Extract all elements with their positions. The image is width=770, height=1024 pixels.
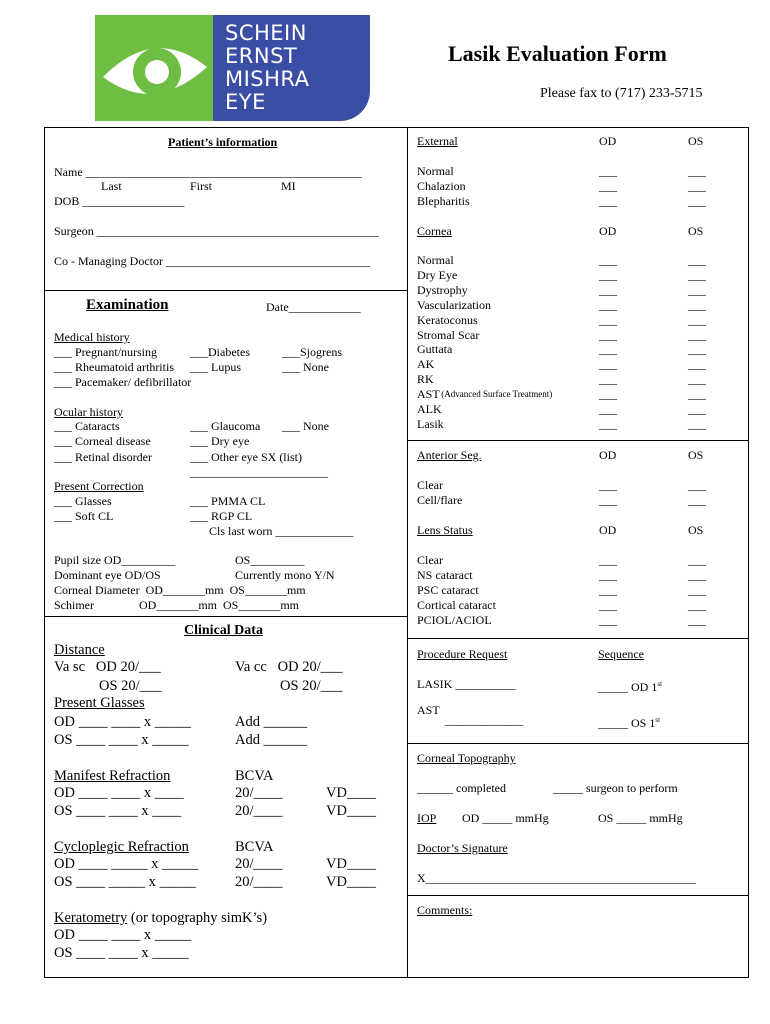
bcva-heading: BCVA	[235, 839, 274, 855]
manifest-bcva-od[interactable]: 20/____	[235, 785, 283, 801]
blank-od-field[interactable]: ___	[599, 416, 617, 431]
blank-od-field[interactable]: ___	[599, 327, 617, 342]
medical-history-heading: Medical history	[54, 330, 130, 344]
manifest-refraction-heading: Manifest Refraction	[54, 768, 171, 784]
va-sc-os[interactable]: OS 20/___	[99, 678, 162, 694]
glasses-add-os[interactable]: Add ______	[235, 732, 308, 748]
manifest-od[interactable]: OD ____ ____ x ____	[54, 785, 184, 801]
schimer-field[interactable]: Schimer OD_______mm OS_______mm	[54, 598, 299, 612]
doctor-signature-heading: Doctor’s Signature	[417, 841, 508, 855]
check-glasses[interactable]: ___ Glasses	[54, 494, 112, 508]
ocular-history-heading: Ocular history	[54, 405, 123, 419]
signature-line[interactable]: X_____________________________________________	[417, 871, 696, 885]
blank-od-field[interactable]: ___	[599, 267, 617, 282]
procedure-request-heading: Procedure Request	[417, 647, 508, 661]
exam-item-label: Chalazion	[417, 179, 466, 193]
keratometry-od[interactable]: OD ____ ____ x _____	[54, 927, 191, 943]
blank-os-field[interactable]: ___	[688, 194, 706, 208]
topography-surgeon-field[interactable]: _____ surgeon to perform	[553, 781, 678, 795]
sequence-od-sup: st	[657, 680, 663, 688]
blank-os-field[interactable]: ___	[688, 402, 706, 416]
blank-od-field[interactable]: ___	[599, 583, 617, 597]
frame-left	[44, 127, 45, 978]
blank-od-field[interactable]: ___	[599, 253, 617, 267]
os-header: OS	[688, 523, 704, 537]
surgeon-field[interactable]: Surgeon _______________________________________________	[54, 224, 379, 238]
clinical-data-heading: Clinical Data	[184, 623, 263, 638]
bcva-heading: BCVA	[235, 768, 274, 784]
check-lupus[interactable]: ___ Lupus	[190, 360, 241, 374]
exam-item-label: AK	[417, 357, 435, 372]
od-header: OD	[599, 523, 617, 537]
blank-od-field[interactable]: ___	[599, 194, 617, 208]
corneal-diameter-field[interactable]: Corneal Diameter OD_______mm OS_______mm	[54, 583, 306, 597]
currently-mono-field[interactable]: Currently mono Y/N	[235, 568, 335, 582]
patient-heading: Patient’s information	[168, 135, 278, 149]
blank-os-field[interactable]: ___	[688, 267, 706, 282]
ast-note: (Advanced Surface Treatment)	[439, 389, 553, 400]
sequence-od-field[interactable]	[598, 677, 662, 694]
ast-request-label: AST	[417, 703, 440, 717]
anterior-seg-heading: Anterior Seg.	[417, 448, 482, 462]
blank-od-field[interactable]: ___	[599, 402, 617, 416]
manifest-bcva-os[interactable]: 20/____	[235, 803, 283, 819]
cyclo-bcva-os[interactable]: 20/____	[235, 874, 283, 890]
iop-label: IOP	[417, 811, 437, 825]
divider	[44, 616, 407, 617]
blank-od-field[interactable]: ___	[599, 553, 617, 567]
blank-od-field[interactable]: ___	[599, 613, 617, 627]
sequence-os-label: _____ OS 1	[598, 716, 656, 730]
blank-os-field[interactable]: ___	[688, 598, 706, 612]
exam-item-label: Clear	[417, 553, 443, 567]
blank-od-field[interactable]: ___	[599, 164, 617, 178]
check-rheumatoid[interactable]: ___ Rheumatoid arthritis	[54, 360, 174, 374]
logo-line: SCHEIN	[225, 21, 307, 45]
sequence-od-label: _____ OD 1	[598, 680, 658, 694]
glasses-add-od[interactable]: Add ______	[235, 714, 308, 730]
od-header: OD	[599, 224, 617, 238]
cornea-heading: Cornea	[417, 224, 452, 238]
blank-od-field[interactable]: ___	[599, 478, 617, 492]
examination-heading: Examination	[86, 297, 169, 313]
os-header: OS	[688, 134, 704, 148]
glasses-od[interactable]: OD ____ ____ x _____	[54, 714, 191, 730]
name-field[interactable]: Name ______________________________________________	[54, 165, 362, 179]
blank-os-field[interactable]: ___	[688, 282, 706, 297]
blank-os-field[interactable]: ___	[688, 478, 706, 492]
check-retinal-disorder[interactable]: ___ Retinal disorder	[54, 450, 152, 464]
frame-middle	[407, 127, 408, 978]
frame-right	[748, 127, 749, 978]
exam-item-label: Stromal Scar	[417, 327, 480, 342]
exam-item-label: RK	[417, 372, 434, 387]
exam-date-field[interactable]: Date____________	[266, 300, 361, 314]
pupil-od-field[interactable]: Pupil size OD_________	[54, 553, 176, 567]
blank-od-field[interactable]: ___	[599, 387, 617, 402]
exam-item-label: Dystrophy	[417, 282, 468, 297]
fax-note: Please fax to (717) 233-5715	[540, 86, 703, 101]
blank-os-field[interactable]: ___	[688, 312, 706, 327]
exam-item-label: PCIOL/ACIOL	[417, 613, 492, 627]
co-managing-doctor-field[interactable]: Co - Managing Doctor __________________________________	[54, 254, 370, 268]
check-diabetes[interactable]: ___Diabetes	[190, 345, 250, 359]
keratometry-note: (or topography simK’s)	[127, 910, 268, 926]
va-cc-od[interactable]: Va cc OD 20/___	[235, 659, 343, 675]
glasses-os[interactable]: OS ____ ____ x _____	[54, 732, 189, 748]
ast-request-field[interactable]: _____________	[445, 713, 523, 727]
exam-item-label: ALK	[417, 402, 442, 416]
check-soft-cl[interactable]: ___ Soft CL	[54, 509, 114, 523]
frame-bottom	[44, 977, 749, 978]
blank-os-field[interactable]: ___	[688, 164, 706, 178]
exam-item-label: Blepharitis	[417, 194, 470, 208]
od-header: OD	[599, 448, 617, 462]
blank-od-field[interactable]: ___	[599, 568, 617, 582]
eye-logo-icon	[95, 15, 213, 121]
va-sc-od[interactable]: Va sc OD 20/___	[54, 659, 161, 675]
exam-item-label: Cell/flare	[417, 493, 463, 507]
os-header: OS	[688, 448, 704, 462]
cls-last-worn-field[interactable]: Cls last worn _____________	[209, 524, 354, 538]
exam-item-label: Guttata	[417, 342, 453, 357]
blank-od-field[interactable]: ___	[599, 493, 617, 507]
topography-completed-field[interactable]: ______ completed	[417, 781, 506, 795]
check-none-medical[interactable]: ___ None	[282, 360, 329, 374]
lens-status-heading: Lens Status	[417, 523, 473, 537]
exam-item-label: Vascularization	[417, 297, 491, 312]
other-eye-sx-line[interactable]: _______________________	[190, 465, 328, 479]
blank-os-field[interactable]: ___	[688, 493, 706, 507]
check-rgp-cl[interactable]: ___ RGP CL	[190, 509, 253, 523]
logo-wordmark	[213, 15, 370, 121]
check-pacemaker[interactable]: ___ Pacemaker/ defibrillator	[54, 375, 192, 389]
exam-item-label: AST	[417, 387, 440, 402]
mi-label: MI	[281, 179, 296, 193]
divider	[407, 440, 748, 441]
form-title: Lasik Evaluation Form	[448, 41, 667, 66]
blank-os-field[interactable]: ___	[688, 416, 706, 431]
keratometry-os[interactable]: OS ____ ____ x _____	[54, 945, 189, 961]
blank-od-field[interactable]: ___	[599, 342, 617, 357]
check-cataracts[interactable]: ___ Cataracts	[54, 419, 120, 433]
blank-os-field[interactable]: ___	[688, 342, 706, 357]
divider	[407, 743, 748, 744]
va-cc-os[interactable]: OS 20/___	[280, 678, 343, 694]
blank-os-field[interactable]: ___	[688, 372, 706, 387]
blank-os-field[interactable]: ___	[688, 613, 706, 627]
blank-od-field[interactable]: ___	[599, 179, 617, 193]
check-corneal-disease[interactable]: ___ Corneal disease	[54, 434, 151, 448]
manifest-os[interactable]: OS ____ ____ x ____	[54, 803, 182, 819]
check-glaucoma[interactable]: ___ Glaucoma	[190, 419, 261, 433]
exam-item-label: NS cataract	[417, 568, 473, 582]
comments-area[interactable]	[410, 920, 746, 974]
blank-od-field[interactable]: ___	[599, 297, 617, 312]
exam-item-label: Normal	[417, 253, 454, 267]
exam-item-label: Lasik	[417, 416, 444, 431]
exam-item-label: Keratoconus	[417, 312, 478, 327]
blank-os-field[interactable]: ___	[688, 179, 706, 193]
keratometry-heading	[54, 909, 267, 927]
cycloplegic-refraction-heading: Cycloplegic Refraction	[54, 839, 189, 855]
exam-item-label: Clear	[417, 478, 443, 492]
first-label: First	[190, 179, 213, 193]
blank-os-field[interactable]: ___	[688, 553, 706, 567]
manifest-vd-od[interactable]: VD____	[326, 785, 376, 801]
blank-os-field[interactable]: ___	[688, 583, 706, 597]
logo	[95, 15, 370, 121]
logo-line: EYE	[225, 90, 266, 114]
blank-os-field[interactable]: ___	[688, 297, 706, 312]
cyclo-bcva-od[interactable]: 20/____	[235, 856, 283, 872]
exam-item-label: PSC cataract	[417, 583, 479, 597]
dominant-eye-field[interactable]: Dominant eye OD/OS	[54, 568, 161, 582]
manifest-vd-os[interactable]: VD____	[326, 803, 376, 819]
iop-od-field[interactable]: OD _____ mmHg	[462, 811, 549, 825]
blank-od-field[interactable]: ___	[599, 312, 617, 327]
exam-item-label: Normal	[417, 164, 454, 178]
divider	[407, 895, 748, 896]
blank-od-field[interactable]: ___	[599, 357, 617, 372]
sequence-os-sup: st	[655, 716, 661, 724]
corneal-topography-heading: Corneal Topography	[417, 751, 516, 765]
divider	[44, 290, 407, 291]
sequence-heading: Sequence	[598, 647, 644, 661]
check-sjogrens[interactable]: ___Sjogrens	[282, 345, 342, 359]
logo-line: MISHRA	[225, 67, 310, 91]
check-none-ocular[interactable]: ___ None	[282, 419, 329, 433]
blank-od-field[interactable]: ___	[599, 282, 617, 297]
frame-top	[44, 127, 749, 128]
blank-os-field[interactable]: ___	[688, 568, 706, 582]
divider	[407, 638, 748, 639]
comments-heading: Comments:	[417, 903, 473, 917]
check-pregnant[interactable]: ___ Pregnant/nursing	[54, 345, 157, 359]
distance-heading: Distance	[54, 642, 105, 658]
exam-item-label: Dry Eye	[417, 267, 458, 282]
check-pmma-cl[interactable]: ___ PMMA CL	[190, 494, 266, 508]
od-header: OD	[599, 134, 617, 148]
iop-os-field[interactable]: OS _____ mmHg	[598, 811, 683, 825]
present-glasses-heading: Present Glasses	[54, 695, 145, 711]
exam-item-label: Cortical cataract	[417, 598, 496, 612]
last-label: Last	[101, 179, 122, 193]
blank-os-field[interactable]: ___	[688, 387, 706, 402]
keratometry-label: Keratometry	[54, 910, 128, 926]
lasik-request-field[interactable]: LASIK __________	[417, 677, 516, 691]
cyclo-vd-os[interactable]: VD____	[326, 874, 376, 890]
external-heading: External	[417, 134, 458, 148]
dob-field[interactable]: DOB _________________	[54, 194, 185, 208]
cyclo-vd-od[interactable]: VD____	[326, 856, 376, 872]
present-correction-heading: Present Correction	[54, 479, 144, 493]
blank-os-field[interactable]: ___	[688, 327, 706, 342]
blank-od-field[interactable]: ___	[599, 372, 617, 387]
cyclo-os[interactable]: OS ____ _____ x _____	[54, 874, 196, 890]
logo-line: ERNST	[225, 44, 298, 68]
blank-os-field[interactable]: ___	[688, 253, 706, 267]
sequence-os-field[interactable]	[598, 713, 660, 730]
check-dry-eye[interactable]: ___ Dry eye	[190, 434, 250, 448]
pupil-os-field[interactable]: OS_________	[235, 553, 305, 567]
cyclo-od[interactable]: OD ____ _____ x _____	[54, 856, 199, 872]
os-header: OS	[688, 224, 704, 238]
check-other-eye-sx[interactable]: ___ Other eye SX (list)	[190, 450, 302, 464]
blank-os-field[interactable]: ___	[688, 357, 706, 372]
blank-od-field[interactable]: ___	[599, 598, 617, 612]
